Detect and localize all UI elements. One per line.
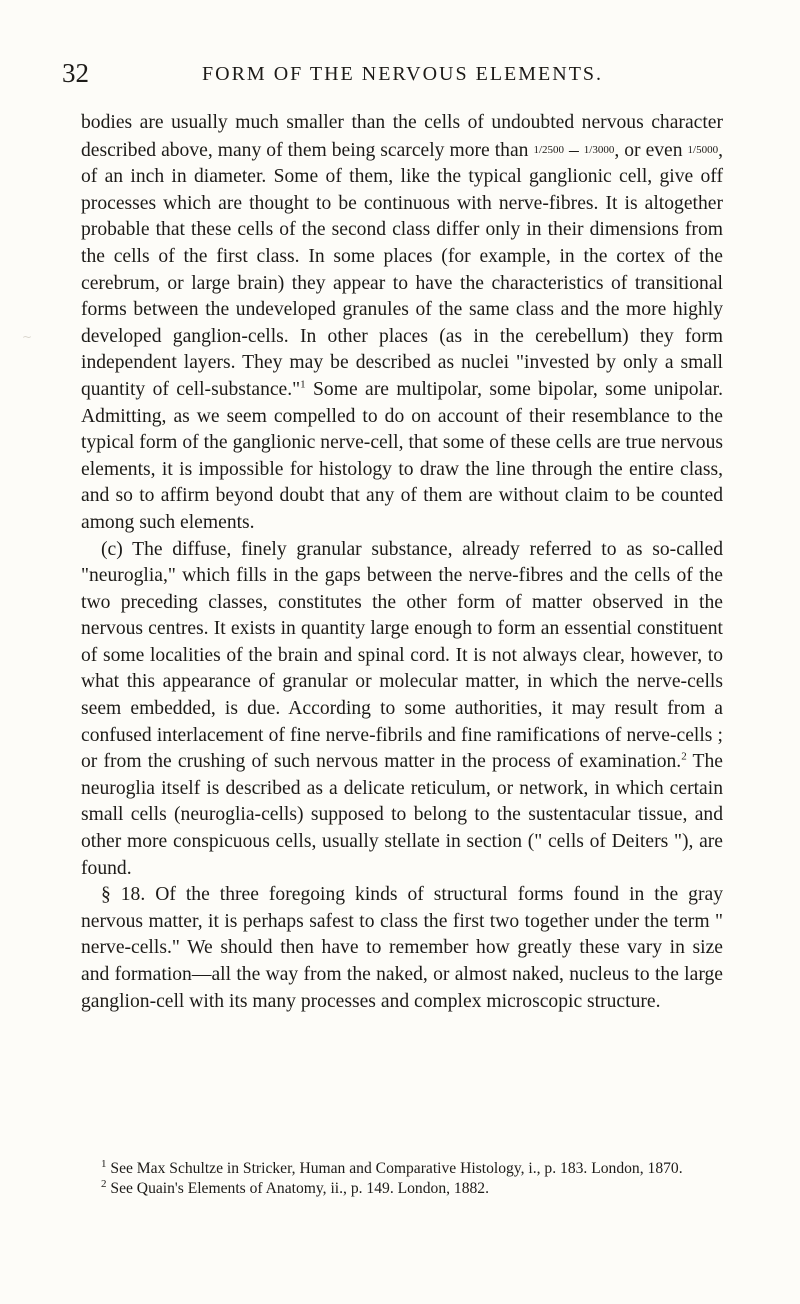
text-run: , of an inch in diameter. Some of them, like the typical ganglionic cell, give off processes which are thought to be continuous with nerve-fibres. It is altogether probable that these cells of the second class differ only in their dimensions from the cells of the first class. In some places (for example, in the cortex of the cerebrum, or large brain) they appear to have the characteristics of transitional forms between the undeveloped granules of the same class and the more highly developed ganglion-cells. In other places (as in the cerebellum) they form independent layers. They may be described as nuclei "invested by only a small quantity of cell-substance." bbox=[81, 139, 724, 400]
footnote bbox=[81, 1159, 723, 1179]
text-run: , or even bbox=[614, 139, 688, 161]
fraction: 1/5000 bbox=[687, 143, 719, 156]
fraction: 1/3000 bbox=[583, 143, 615, 156]
text-run: The neuroglia itself is described as a delicate reticulum, or network, in which certain small cells (neuroglia-cells) supposed to belong to the sustentacular tissue, and other more conspicuous cells, usually stellate in section (" cells of Deiters "), are found. bbox=[81, 751, 723, 879]
paragraph-3 bbox=[81, 882, 723, 1015]
fraction: 1/2500 bbox=[533, 143, 564, 156]
page-number: 32 bbox=[62, 58, 89, 88]
page-header bbox=[62, 58, 738, 88]
footnote-ref: 1 bbox=[300, 378, 306, 391]
footnotes bbox=[81, 1159, 723, 1199]
text-run: § 18. Of the three foregoing kinds of structural forms found in the gray nervous matter, it is perhaps safest to class the first two together under the term " nerve-cells." We should then have to remember how greatly these vary in size and formation—all the way from the naked, or almost naked, nucleus to the large ganglion-cell with its many processes and complex microscopic structure. bbox=[81, 884, 723, 1012]
footnote-mark: 1 bbox=[101, 1157, 107, 1170]
footnote-ref: 2 bbox=[681, 750, 687, 763]
running-head: FORM OF THE NERVOUS ELEMENTS. bbox=[202, 63, 604, 85]
footnote-text: See Quain's Elements of Anatomy, ii., p. 149. London, 1882. bbox=[106, 1180, 490, 1197]
footnote bbox=[81, 1179, 723, 1199]
footnote-text: See Max Schultze in Stricker, Human and Comparative Histology, i., p. 183. London, 1870. bbox=[106, 1160, 683, 1177]
body-text bbox=[81, 110, 723, 1015]
text-run: bodies are usually much smaller than the cells of undoubted nervous character described above, many of them being scarcely more than bbox=[81, 112, 723, 161]
text-run: Some are multipolar, some bipolar, some unipolar. Admitting, as we seem compelled to do on account of their resemblance to the typical form of the ganglionic nerve-cell, that some of these cells are true nervous elements, it is impossible for histology to draw the line through the entire class, and so to affirm beyond doubt that any of them are without claim to be counted among such elements. bbox=[81, 378, 723, 533]
paragraph-2 bbox=[81, 537, 723, 883]
footnote-mark: 2 bbox=[101, 1177, 107, 1190]
margin-ink-blot: ~ bbox=[22, 330, 33, 344]
text-run: – bbox=[564, 139, 584, 161]
text-run: (c) The diffuse, finely granular substance, already referred to as so-called "neuroglia," which fills in the gaps between the nerve-fibres and the cells of the two preceding classes, constitutes the other form of matter observed in the nervous centres. It exists in quantity large enough to form an essential constituent of some localities of the brain and spinal cord. It is not always clear, however, to what this appearance of granular or molecular matter, in which the nerve-cells seem embedded, is due. According to some authorities, it may result from a confused interlacement of fine nerve-fibrils and fine ramifications of nerve-cells ; or from the crushing of such nervous matter in the process of examination. bbox=[81, 538, 723, 773]
paragraph-1 bbox=[81, 110, 723, 537]
